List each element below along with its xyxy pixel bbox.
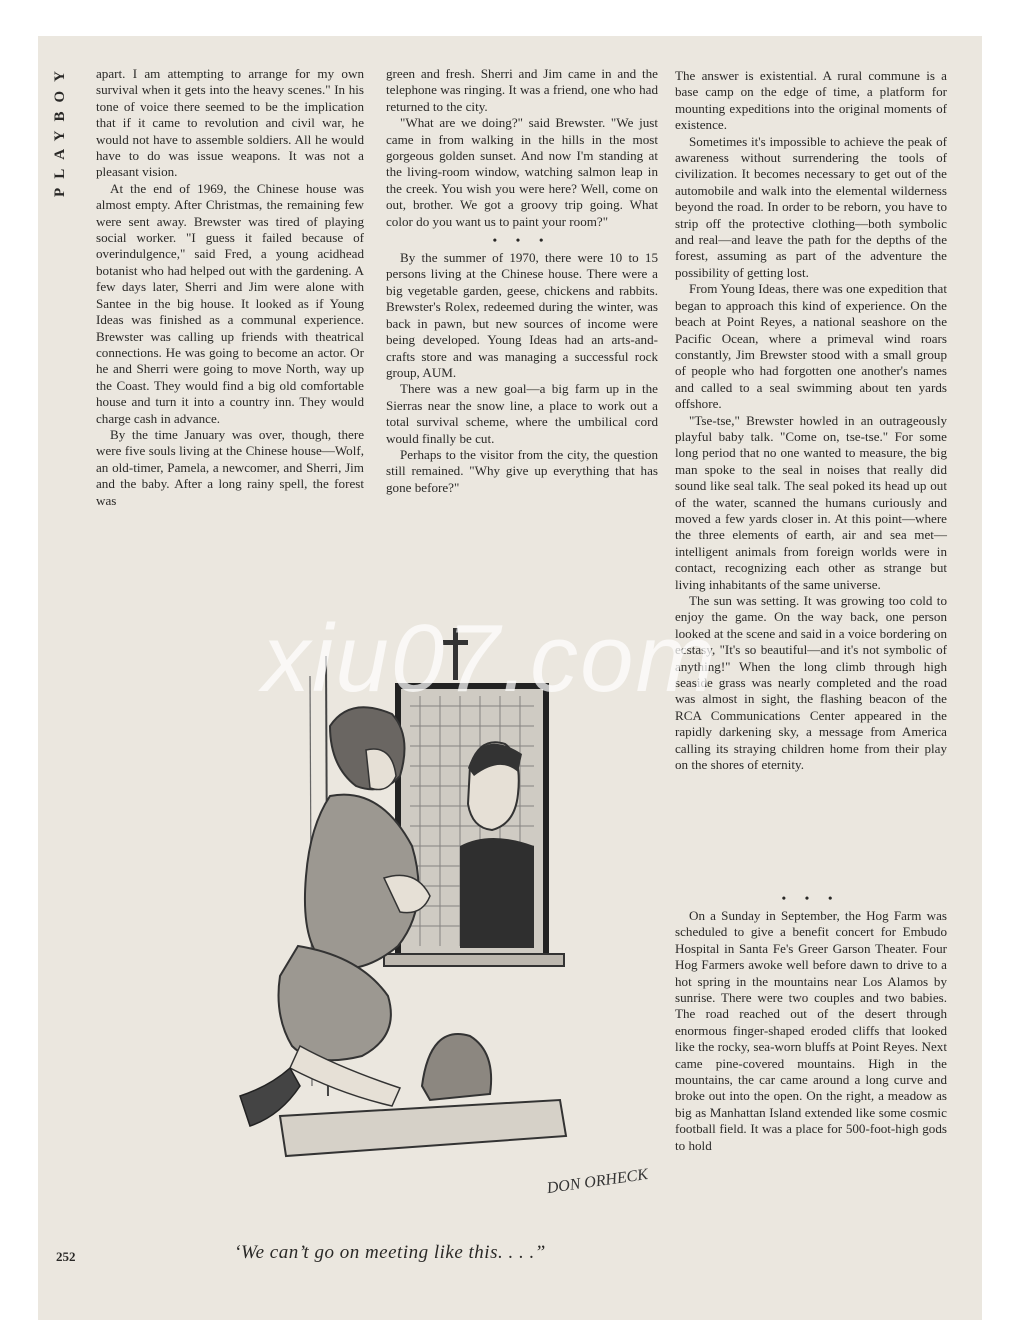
kneeling-bench: [280, 1100, 566, 1156]
window-sill: [384, 954, 564, 966]
paragraph: By the summer of 1970, there were 10 to 15 persons living at the Chinese house. There were a big vegetable garden, geese, chickens and rabbits. Brewster's Rolex, redeemed during the winter, was back in pawn, but new sources of income were being developed. Young Ideas had an arts-and-crafts store and was managing a successful rock group, AUM.: [386, 250, 658, 380]
paragraph: The answer is existential. A rural commune is a base camp on the edge of time, a platform for mounting expeditions into the original moments of existence.: [675, 68, 947, 133]
magazine-logo: PLAYBOY: [52, 62, 68, 197]
paragraph: By the time January was over, though, there were five souls living at the Chinese house—Wolf, an old-timer, Pamela, a newcomer, and Sherri, Jim and the baby. After a long rainy spell, the forest was: [96, 426, 364, 508]
article-column-2: [386, 66, 658, 496]
paragraph: On a Sunday in September, the Hog Farm was scheduled to give a benefit concert for Embudo Hospital in Santa Fe's Greer Garson Theater. Four Hog Farmers awoke well before dawn to drive to a hot spring in the mountains near Los Alamos by sunrise. There were two couples and two babies. The road reached out of the desert through enormous finger-shaped eroded cliffs that looked like the rocky, sea-worn bluffs at Point Reyes. Next came pine-covered mountains. High in the mountains, the car came around a long curve and broke out into the open. On the right, a meadow as big as Manhattan Island extended like some cosmic football field. It was a place for 500-foot-high gods to hold: [675, 908, 947, 1153]
paragraph: green and fresh. Sherri and Jim came in and the telephone was ringing. It was a friend, one who had returned to the city.: [386, 66, 658, 114]
purse: [422, 1034, 491, 1100]
paragraph: From Young Ideas, there was one expedition that began to approach this kind of experience. On the beach at Point Reyes, a national seashore on the Pacific Ocean, where a primeval wind roars constantly, Jim Brewster stood with a small group of people who had forgotten one another's names and called to a seal swimming about ten yards offshore.: [675, 281, 947, 412]
paragraph: Perhaps to the visitor from the city, the question still remained. "Why give up everything that has gone before?": [386, 446, 658, 495]
paragraph: "Tse-tse," Brewster howled in an outrageously playful baby talk. "Come on, tse-tse." For some long period that no one wanted to measure, the big man spoke to the seal in noises that really did sound like seal talk. The seal poked its head up out of the water, scanned the humans curiously and moved a few yards closer in. At this point—where the three elements of earth, air and sea met—intelligent animals from foreign worlds were in contact, recognizing each other as strange but living inhabitants of the same universe.: [675, 412, 947, 592]
woman-figure: [240, 707, 430, 1126]
magazine-page: [38, 36, 982, 1320]
artist-signature: DON ORHECK: [545, 1166, 649, 1198]
article-column-3-continued: [675, 888, 947, 1154]
section-separator: • • •: [781, 891, 841, 905]
section-separator: • • •: [492, 233, 552, 248]
paragraph: "What are we doing?" said Brewster. "We just came in from walking in the hills in the most gorgeous golden sunset. And now I'm standing at the living-room window, watching salmon leap in the creek. You wish you were here? Well, come on out, brother. We got a groovy trip going. What color do you want us to paint your room?": [386, 115, 658, 229]
paragraph: The sun was setting. It was growing too cold to enjoy the game. On the way back, one person looked at the scene and said in a voice bordering on ecstasy, "It's so beautiful—and it's not symbolic of anything!" When the long climb through high seaside grass was nearly completed and the road was almost in sight, the flashing beacon of the RCA Communications Center appeared in the rapidly darkening sky, a message from America calling its straying children home from their play on the shores of eternity.: [675, 593, 947, 773]
cartoon-caption: ‘We can’t go on meeting like this. . . .”: [234, 1242, 546, 1263]
paragraph: Sometimes it's impossible to achieve the peak of awareness without surrendering the tools of civilization. It becomes necessary to get out of the automobile and walk into the elemental wilderness beyond the road. In order to be reborn, you have to strip off the protective clothing—both symbolic and real—and leave the path for the depths of the forest, assuming as part of the adventure the possibility of getting lost.: [675, 133, 947, 280]
paragraph: At the end of 1969, the Chinese house was almost empty. After Christmas, the remaining few were sent away. Brewster was tired of playing social worker. "I guess it failed because of overindulgence," said Fred, a young acidhead botanist who had helped out with the gardening. A few days later, Sherri and Jim were alone with Santee in the big house. It looked as if Young Ideas was finished as a communal experience. Brewster was calling up friends with theatrical connections. He was going to become an actor. Or he and Sherri were going to move North, way up the Coast. They would find a big old comfortable house and turn it into a country inn. They would charge cash in advance.: [96, 180, 364, 426]
watermark-text: xiu07.com: [262, 605, 718, 712]
paragraph: There was a new goal—a big farm up in the Sierras near the snow line, a place to work out a total survival scheme, where the umbilical cord would finally be cut.: [386, 381, 658, 446]
page-number: 252: [56, 1249, 76, 1264]
article-column-1: [96, 66, 364, 509]
paragraph: apart. I am attempting to arrange for my own survival when it gets into the heavy scenes." In his tone of voice there seemed to be the implication that if it came to revolution and civil war, he would not have to assemble soldiers. All he would have to do was issue weapons. It was not a pleasant vision.: [96, 66, 364, 180]
